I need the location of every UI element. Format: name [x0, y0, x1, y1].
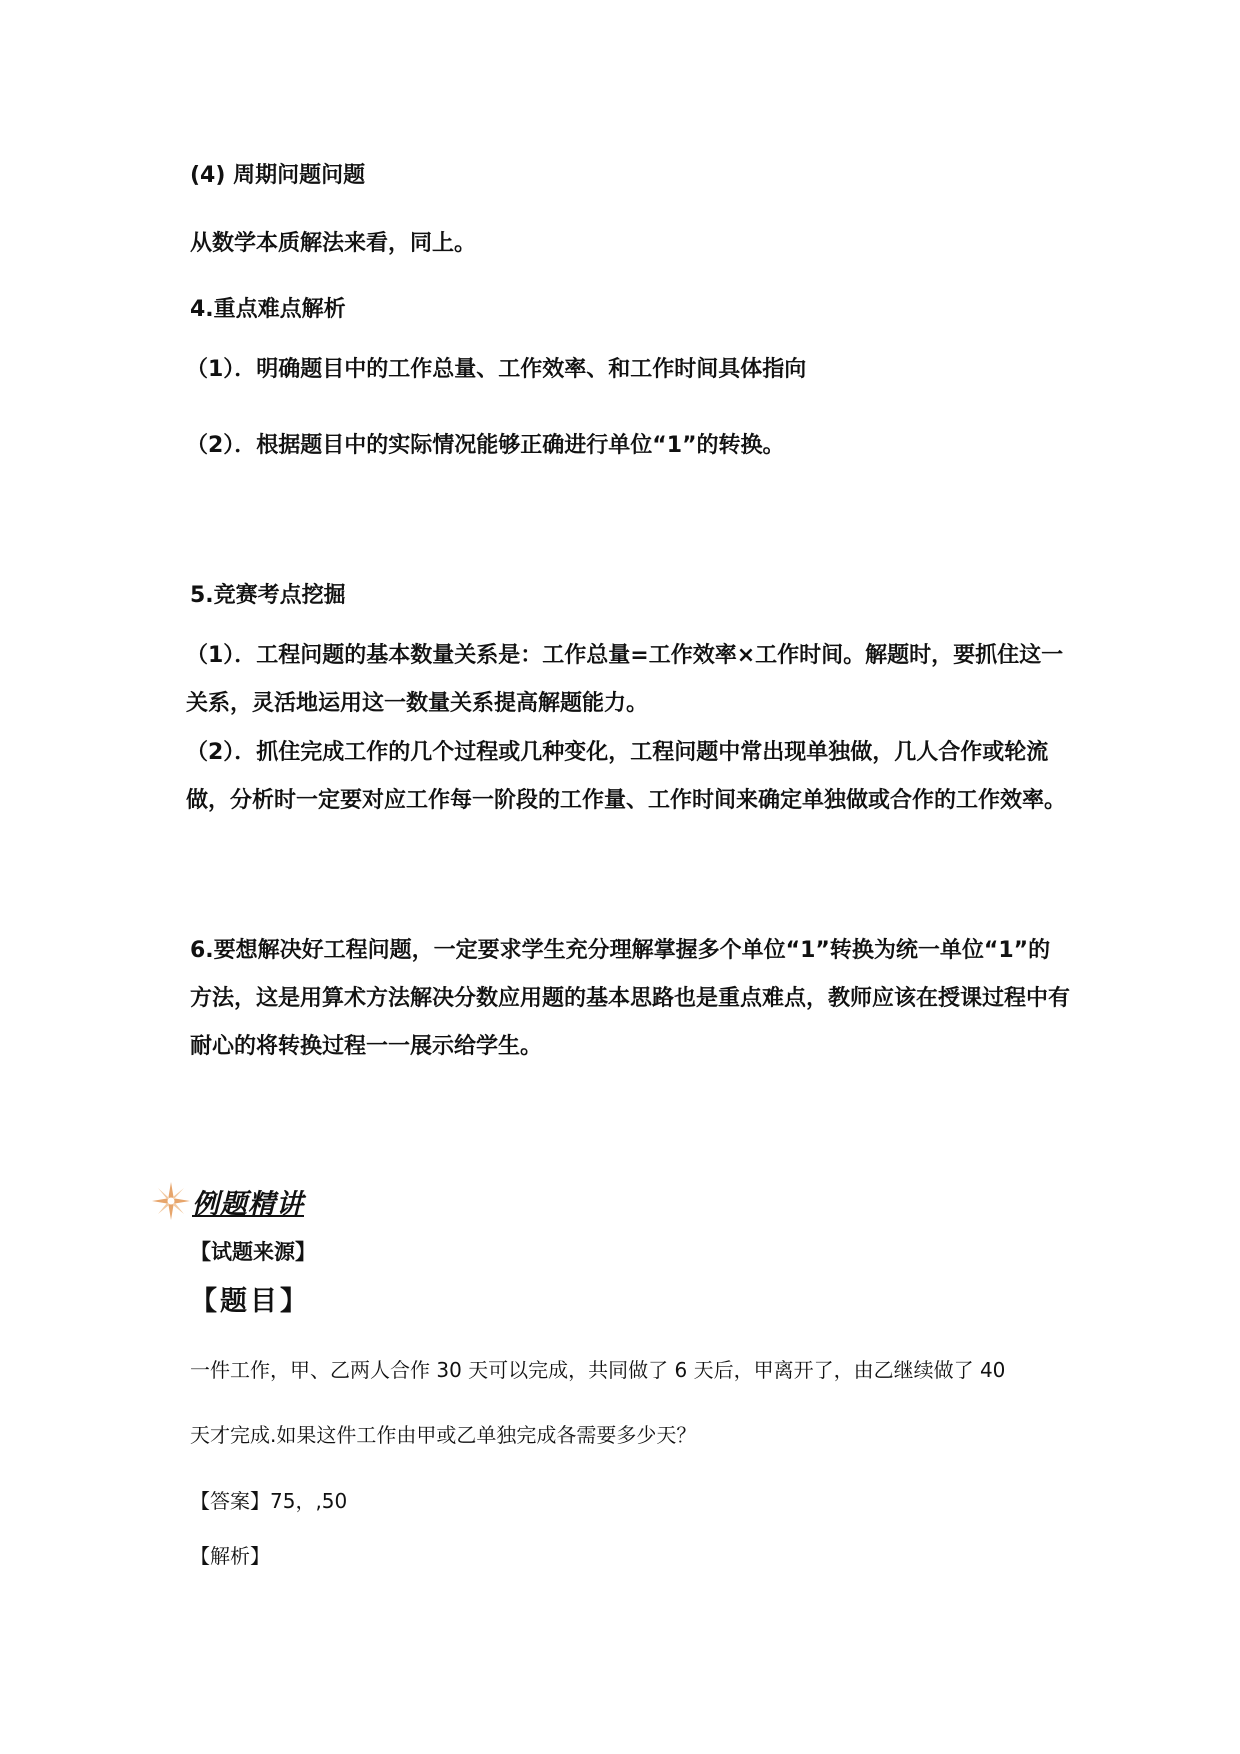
sparkle-icon	[150, 1180, 192, 1222]
key-point-item-1: （1）．明确题目中的工作总量、工作效率、和工作时间具体指向	[186, 357, 807, 382]
example-section-title	[150, 1178, 304, 1224]
key-point-item-2: （2）．根据题目中的实际情况能够正确进行单位“1”的转换。	[186, 433, 785, 458]
paragraph-same-as-above: 从数学本质解法来看，同上。	[190, 231, 477, 256]
heading-contest-points: 5.竞赛考点挖掘	[190, 583, 346, 608]
paragraph-point-6: 6.要想解决好工程问题，一定要求学生充分理解掌握多个单位“1”转换为统一单位“1”的方法，这是用算术方法解决分数应用题的基本思路也是重点难点，教师应该在授课过程中有耐心的将转换过程一一展示给学生。	[190, 938, 1071, 1059]
answer-value: 75，,50	[270, 1489, 348, 1513]
sub-heading-periodic-problem: (4) 周期问题问题	[190, 163, 366, 188]
analysis-label: 【解析】	[190, 1544, 270, 1568]
question-text-line-1: 一件工作，甲、乙两人合作 30 天可以完成，共同做了 6 天后，甲离开了，由乙继续做了 40	[190, 1358, 1006, 1382]
source-label: 【试题来源】	[190, 1240, 316, 1264]
contest-point-item-1: （1）．工程问题的基本数量关系是：工作总量=工作效率×工作时间。解题时，要抓住这一关系，灵活地运用这一数量关系提高解题能力。	[186, 643, 1064, 716]
contest-point-item-2: （2）．抓住完成工作的几个过程或几种变化，工程问题中常出现单独做，几人合作或轮流做，分析时一定要对应工作每一阶段的工作量、工作时间来确定单独做或合作的工作效率。	[186, 740, 1067, 813]
answer-line	[190, 1486, 1070, 1516]
heading-key-points: 4.重点难点解析	[190, 297, 346, 322]
question-text-line-2: 天才完成.如果这件工作由甲或乙单独完成各需要多少天？	[190, 1423, 697, 1447]
question-label: 【题目】	[190, 1286, 310, 1317]
example-section-title-text: 例题精讲	[192, 1188, 304, 1220]
answer-label: 【答案】	[190, 1489, 270, 1513]
